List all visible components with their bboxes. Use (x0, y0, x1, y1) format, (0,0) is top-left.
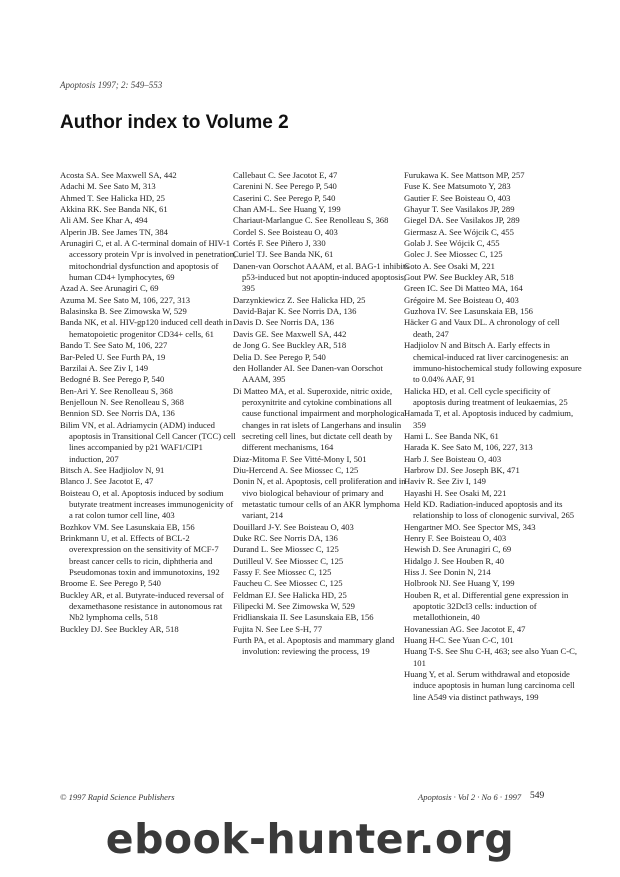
index-entry: Chariaut-Marlangue C. See Renolleau S, 368 (233, 215, 389, 226)
index-entry: Diaz-Mitoma F. See Vitté-Mony I, 501 (233, 453, 367, 464)
index-entry: Chan AM-L. See Huang Y, 199 (233, 204, 341, 215)
index-entry: Huang T-S. See Shu C-H, 463; see also Yuan C-C, 101 (404, 646, 577, 668)
index-entry: Barzilai A. See Ziv I, 149 (60, 362, 149, 373)
index-entry: Davis D. See Norris DA, 136 (233, 317, 334, 328)
index-entry: Bando T. See Sato M, 106, 227 (60, 340, 168, 351)
index-entry: Holbrook NJ. See Huang Y, 199 (404, 578, 515, 589)
watermark-logo[interactable]: ebook-hunter.org (105, 815, 515, 863)
index-entry: Fridlianskaia II. See Lasunskaia EB, 156 (233, 612, 374, 623)
index-entry: Hadjiolov N and Bitsch A. Early effects in chemical-induced rat liver carcinogenesis: an immuno-histochemical study following exposure to 0.04% AAF, 91 (404, 340, 582, 385)
index-entry: Broome E. See Perego P, 540 (60, 578, 161, 589)
index-entry: Giegel DA. See Vasilakos JP, 289 (404, 215, 520, 226)
index-entry: Green IC. See Di Matteo MA, 164 (404, 283, 523, 294)
index-entry: Harb J. See Boisteau O, 403 (404, 453, 502, 464)
index-entry: Feldman EJ. See Halicka HD, 25 (233, 589, 347, 600)
index-entry: de Jong G. See Buckley AR, 518 (233, 340, 347, 351)
index-entry: Diu-Hercend A. See Miossec C, 125 (233, 464, 359, 475)
index-entry: David-Bajar K. See Norris DA, 136 (233, 306, 357, 317)
index-entry: Hayashi H. See Osaki M, 221 (404, 487, 507, 498)
index-entry: Acosta SA. See Maxwell SA, 442 (60, 170, 177, 180)
index-entry: Gout PW. See Buckley AR, 518 (404, 272, 514, 283)
index-entry: Douillard J-Y. See Boisteau O, 403 (233, 521, 354, 532)
page-number: 549 (530, 791, 545, 801)
index-entry: Hidalgo J. See Houben R, 40 (404, 555, 505, 566)
index-entry: Giermasz A. See Wójcik C, 455 (404, 226, 514, 237)
index-column-1 (60, 170, 238, 635)
index-entry: Hewish D. See Arunagiri C, 69 (404, 544, 512, 555)
index-entry: Hengartner MO. See Spector MS, 343 (404, 521, 536, 532)
index-entry: Bar-Peled U. See Furth PA, 19 (60, 351, 166, 362)
index-entry: Bedogné B. See Perego P, 540 (60, 374, 165, 385)
index-entry: Callebaut C. See Jacotot E, 47 (233, 170, 338, 180)
index-entry: Held KD. Radiation-induced apoptosis and its relationship to loss of clonogenic survival, 265 (404, 498, 575, 521)
page-title: Author index to Volume 2 (60, 112, 289, 133)
index-entry: Cordel S. See Boisteau O, 403 (233, 226, 338, 237)
index-entry: Buckley AR, et al. Butyrate-induced reversal of dexamethasone resistance in autonomous rat Nb2 lymphoma cells, 518 (60, 589, 224, 623)
index-entry: Adachi M. See Sato M, 313 (60, 181, 156, 192)
index-entry: Duke RC. See Norris DA, 136 (233, 533, 338, 543)
index-entry: Di Matteo MA, et al. Superoxide, nitric oxide, peroxynitrite and cytokine combinations all cause functional impairment and morphological changes in rat islets of Langerhans and insulin secreting cell lines, but dictate cell death by different mechanisms, 164 (233, 385, 407, 453)
index-entry: Donin N, et al. Apoptosis, cell proliferation and in vivo biological behaviour of primary and metastatic tumour cells of an AKR lymphoma variant, 214 (233, 476, 406, 521)
index-entry: Henry F. See Boisteau O, 403 (404, 533, 507, 543)
index-entry: Bitsch A. See Hadjiolov N, 91 (60, 464, 165, 475)
index-entry: Grégoire M. See Boisteau O, 403 (404, 294, 519, 305)
index-entry: Bozhkov VM. See Lasunskaia EB, 156 (60, 521, 195, 532)
index-entry: Faucheu C. See Miossec C, 125 (233, 578, 343, 589)
index-entry: Hamada T, et al. Apoptosis induced by cadmium, 359 (404, 408, 574, 430)
index-entry: Delia D. See Perego P, 540 (233, 351, 326, 362)
index-entry: Curiel TJ. See Banda NK, 61 (233, 249, 334, 260)
index-entry: Hami L. See Banda NK, 61 (404, 430, 499, 441)
index-entry: Furukawa K. See Mattson MP, 257 (404, 170, 525, 180)
index-entry: Azad A. See Arunagiri C, 69 (60, 283, 159, 294)
index-entry: Alperin JB. See James TN, 384 (60, 226, 168, 237)
index-entry: Boisteau O, et al. Apoptosis induced by sodium butyrate treatment increases immunogenicity of a rat colon tumor cell line, 403 (60, 487, 234, 521)
index-entry: Hovanessian AG. See Jacotot E, 47 (404, 623, 526, 634)
index-entry: Harbrow DJ. See Joseph BK, 471 (404, 464, 520, 475)
index-column-2 (233, 170, 411, 658)
index-entry: Fassy F. See Miossec C, 125 (233, 567, 332, 578)
index-column-3 (404, 170, 582, 703)
index-entry: den Hollander AI. See Danen-van Oorschot AAAM, 395 (233, 362, 383, 385)
index-entry: Davis GE. See Maxwell SA, 442 (233, 328, 347, 339)
index-entry: Hiss J. See Donin N, 214 (404, 567, 491, 578)
index-entry: Golab J. See Wójcik C, 455 (404, 238, 500, 249)
index-entry: Akkina RK. See Banda NK, 61 (60, 204, 168, 215)
index-entry: Gautier F. See Boisteau O, 403 (404, 192, 511, 203)
index-entry: Buckley DJ. See Buckley AR, 518 (60, 623, 179, 634)
index-entry: Fuse K. See Matsumoto Y, 283 (404, 181, 511, 192)
index-entry: Darzynkiewicz Z. See Halicka HD, 25 (233, 294, 366, 305)
index-entry: Danen-van Oorschot AAAM, et al. BAG-1 inhibits p53-induced but not apoptin-induced apoptosis, 395 (233, 260, 409, 294)
index-entry: Häcker G and Vaux DL. A chronology of cell death, 247 (404, 317, 560, 339)
index-entry: Huang Y, et al. Serum withdrawal and etoposide induce apoptosis in human lung carcinoma cell line A549 via distinct pathways, 199 (404, 669, 575, 702)
index-entry: Cortés F. See Piñero J, 330 (233, 238, 326, 249)
copyright-notice: © 1997 Rapid Science Publishers (60, 792, 175, 802)
index-entry: Houben R, et al. Differential gene expression in apoptotic 32Dcl3 cells: induction of metallothionein, 40 (404, 589, 569, 623)
index-entry: Azuma M. See Sato M, 106, 227, 313 (60, 294, 191, 305)
index-entry: Huang H-C. See Yuan C-C, 101 (404, 635, 514, 646)
index-entry: Dutilleul V. See Miossec C, 125 (233, 555, 344, 566)
index-entry: Furth PA, et al. Apoptosis and mammary gland involution: reviewing the process, 19 (233, 635, 395, 657)
index-entry: Harada K. See Sato M, 106, 227, 313 (404, 442, 533, 453)
index-entry: Fujita N. See Lee S-H, 77 (233, 623, 323, 634)
index-entry: Caserini C. See Perego P, 540 (233, 192, 336, 203)
index-entry: Guzhova IV. See Lasunskaia EB, 156 (404, 306, 533, 317)
index-entry: Bilim VN, et al. Adriamycin (ADM) induced apoptosis in Transitional Cell Cancer (TCC) cell lines accompanied by p21 WAF1/CIP1 induction, 207 (60, 419, 236, 464)
index-entry: Halicka HD, et al. Cell cycle specificity of apoptosis during treatment of leukaemias, 25 (404, 385, 568, 407)
running-head: Apoptosis 1997; 2: 549–553 (60, 80, 163, 90)
index-entry: Filipecki M. See Zimowska W, 529 (233, 601, 355, 612)
index-entry: Balasinska B. See Zimowska W, 529 (60, 306, 187, 317)
index-entry: Banda NK, et al. HIV-gp120 induced cell death in hematopoietic progenitor CD34+ cells, 61 (60, 317, 232, 339)
index-entry: Bennion SD. See Norris DA, 136 (60, 408, 175, 419)
journal-issue: Apoptosis · Vol 2 · No 6 · 1997 (418, 792, 522, 802)
index-entry: Ali AM. See Khar A, 494 (60, 215, 148, 226)
index-entry: Ahmed T. See Halicka HD, 25 (60, 192, 165, 203)
index-entry: Ben-Ari Y. See Renolleau S, 368 (60, 385, 173, 396)
index-entry: Arunagiri C, et al. A C-terminal domain of HIV-1 accessory protein Vpr is involved in penetration, mitochondrial dysfunction and apoptosis of human CD4+ lymphocytes, 69 (60, 238, 237, 283)
index-entry: Ghayur T. See Vasilakos JP, 289 (404, 204, 515, 215)
index-entry: Benjelloun N. See Renolleau S, 368 (60, 396, 184, 407)
index-entry: Durand L. See Miossec C, 125 (233, 544, 339, 555)
index-entry: Golec J. See Miossec C, 125 (404, 249, 503, 260)
index-entry: Blanco J. See Jacotot E, 47 (60, 476, 154, 487)
index-entry: Carenini N. See Perego P, 540 (233, 181, 337, 192)
index-entry: Haviv R. See Ziv I, 149 (404, 476, 486, 487)
index-entry: Brinkmann U, et al. Effects of BCL-2 overexpression on the sensitivity of MCF-7 breast cancer cells to ricin, diphtheria and Pseudomonas toxin and immunotoxins, 192 (60, 533, 220, 578)
index-entry: Goto A. See Osaki M, 221 (404, 260, 495, 271)
